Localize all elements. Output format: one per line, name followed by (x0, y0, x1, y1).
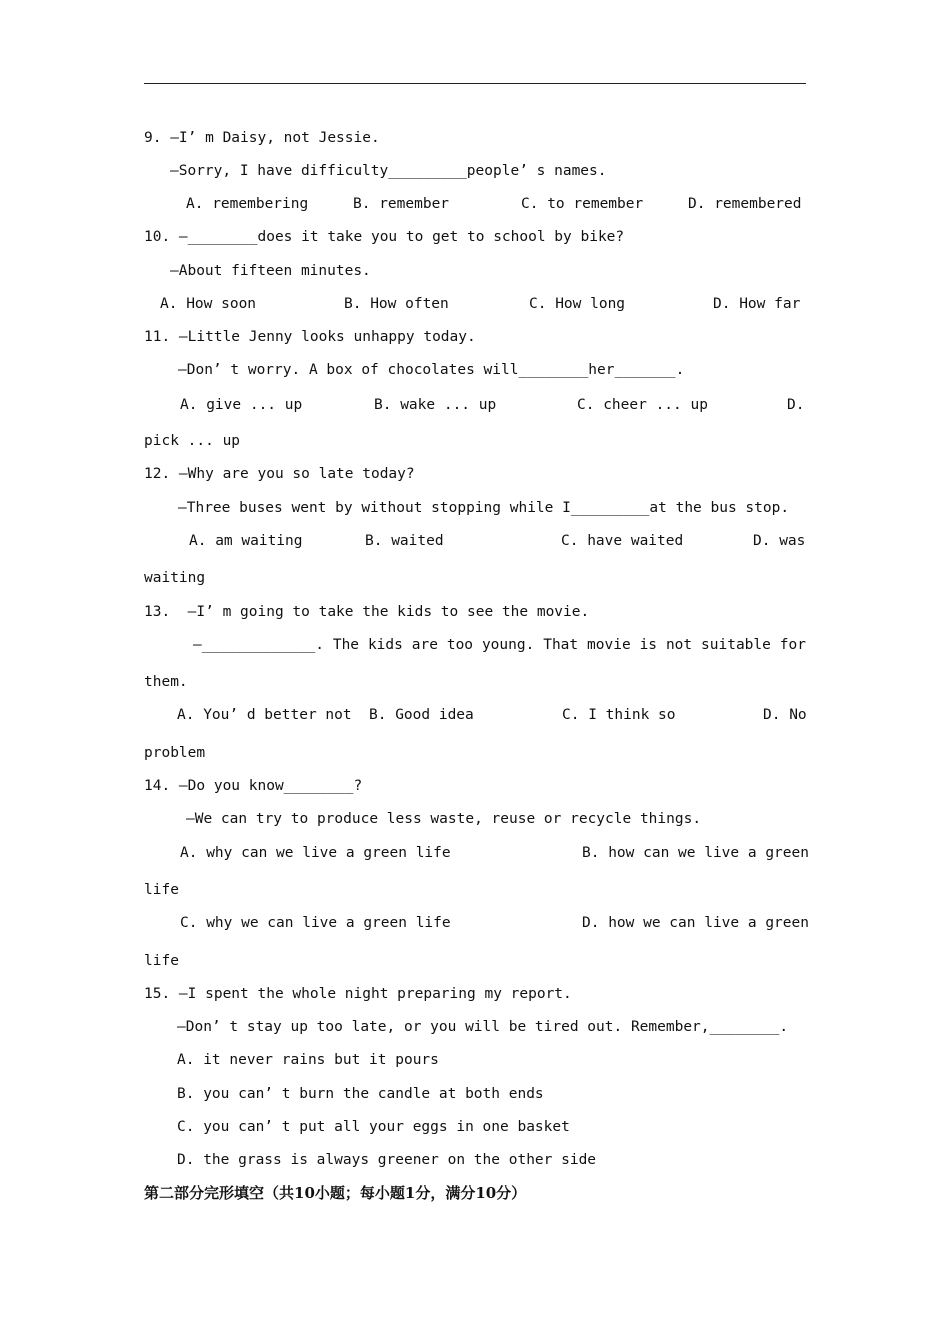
q13-option-b: B. Good idea (369, 707, 474, 723)
q12-option-b: B. waited (365, 533, 444, 549)
q9-option-c: C. to remember (521, 196, 644, 212)
q11-option-b: B. wake ... up (374, 397, 497, 413)
q12-line2: —Three buses went by without stopping while I_________at the bus stop. (178, 500, 790, 516)
q14-option-d: D. how we can live a green (582, 915, 809, 931)
q13-line2 (193, 636, 806, 654)
q15-option-a: A. it never rains but it pours (177, 1052, 439, 1068)
q13-word: is (639, 637, 658, 653)
q10-option-d: D. How far (713, 296, 801, 312)
q12-option-d: D. was (753, 533, 806, 549)
q12-option-a: A. am waiting (189, 533, 303, 549)
q13-line3: them. (144, 674, 188, 690)
q10-line1: 10. —________does it take you to get to school by bike? (144, 229, 625, 245)
q13-word: That (543, 637, 579, 653)
q13-option-d-cont: problem (144, 745, 206, 761)
q10-option-b: B. How often (344, 296, 449, 312)
q13-line1: 13. —I’ m going to take the kids to see the movie. (144, 604, 590, 620)
q9-option-d: D. remembered (688, 196, 802, 212)
q9-line1: 9. —I’ m Daisy, not Jessie. (144, 130, 380, 146)
q12-line1: 12. —Why are you so late today? (144, 466, 415, 482)
section-heading: 第二部分完形填空（共10小题；每小题1分，满分10分） (144, 1184, 527, 1202)
q13-word: kids (367, 637, 403, 653)
q9-option-a: A. remembering (186, 196, 309, 212)
q13-word: suitable (701, 637, 771, 653)
q13-word: young. (481, 637, 535, 653)
q10-line2: —About fifteen minutes. (170, 263, 371, 279)
q13-word: too (446, 637, 474, 653)
q12-option-c: C. have waited (561, 533, 684, 549)
q13-line2-blank: —_____________. (193, 637, 324, 653)
q13-word: not (665, 637, 693, 653)
q10-option-a: A. How soon (160, 296, 257, 312)
q11-line2: —Don’ t worry. A box of chocolates will________her_______. (178, 362, 685, 378)
q11-option-d-cont: pick ... up (144, 433, 241, 449)
q11-option-a: A. give ... up (180, 397, 303, 413)
q14-option-c: C. why we can live a green life (180, 915, 451, 931)
q11-line1: 11. —Little Jenny looks unhappy today. (144, 329, 476, 345)
q15-option-b: B. you can’ t burn the candle at both ends (177, 1086, 544, 1102)
q13-option-d: D. No (763, 707, 807, 723)
q15-line1: 15. —I spent the whole night preparing my report. (144, 986, 572, 1002)
header-rule (144, 83, 806, 84)
q14-option-d-cont: life (144, 953, 179, 969)
q9-option-b: B. remember (353, 196, 450, 212)
q15-option-d: D. the grass is always greener on the other side (177, 1152, 597, 1168)
q13-option-a: A. You’ d better not (177, 707, 352, 723)
q9-line2: —Sorry, I have difficulty_________people’ s names. (170, 163, 607, 179)
q15-line2: —Don’ t stay up too late, or you will be tired out. Remember,________. (177, 1019, 789, 1035)
q12-option-d-cont: waiting (144, 570, 206, 586)
q13-word: The (332, 637, 360, 653)
q11-option-d: D. (787, 397, 805, 413)
q13-word: are (411, 637, 438, 653)
q14-option-a: A. why can we live a green life (180, 845, 451, 861)
q13-option-c: C. I think so (562, 707, 676, 723)
q14-option-b: B. how can we live a green (582, 845, 809, 861)
q15-option-c: C. you can’ t put all your eggs in one basket (177, 1119, 570, 1135)
q10-option-c: C. How long (529, 296, 626, 312)
q13-word: for (779, 637, 806, 653)
q14-line2: —We can try to produce less waste, reuse or recycle things. (186, 811, 702, 827)
q14-line1: 14. —Do you know________? (144, 778, 363, 794)
q14-option-b-cont: life (144, 882, 179, 898)
q13-word: movie (587, 637, 631, 653)
q11-option-c: C. cheer ... up (577, 397, 708, 413)
